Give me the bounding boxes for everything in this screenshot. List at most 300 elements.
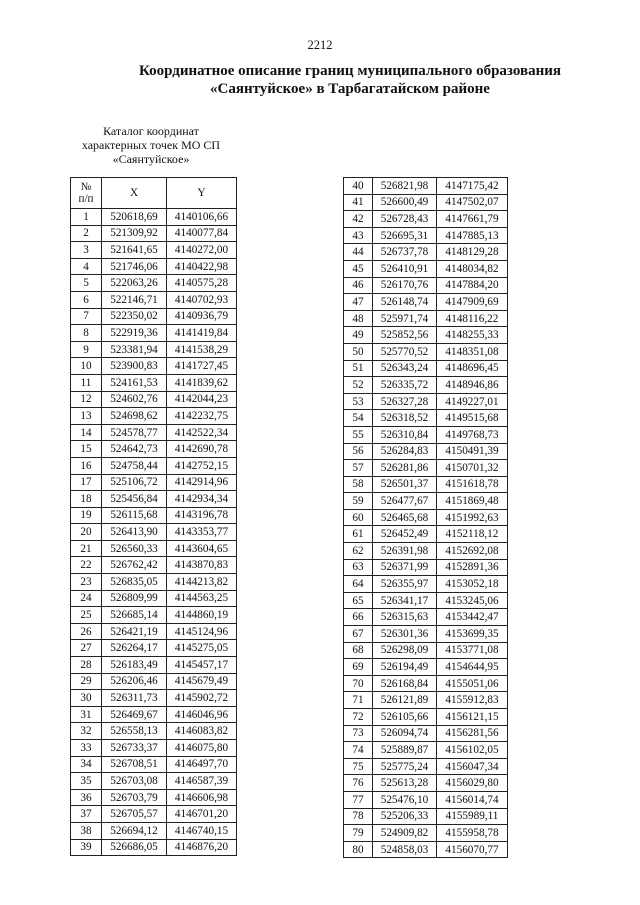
cell-x: 526343,24 (373, 360, 437, 377)
cell-number: 17 (71, 474, 102, 491)
cell-x: 526477,67 (373, 493, 437, 510)
cell-number: 10 (71, 358, 102, 375)
cell-number: 24 (71, 590, 102, 607)
table-row (344, 825, 508, 842)
cell-x: 526355,97 (373, 576, 437, 593)
cell-x: 526121,89 (373, 692, 437, 709)
table-row (344, 626, 508, 643)
table-row (71, 806, 237, 823)
cell-number: 67 (344, 626, 373, 643)
cell-x: 526694,12 (102, 822, 167, 839)
cell-number: 47 (344, 294, 373, 311)
cell-x: 525613,28 (373, 775, 437, 792)
cell-y: 4153442,47 (437, 609, 508, 626)
cell-number: 52 (344, 377, 373, 394)
cell-y: 4156281,56 (437, 725, 508, 742)
cell-number: 80 (344, 841, 373, 858)
cell-x: 526469,67 (102, 706, 167, 723)
cell-x: 526301,36 (373, 626, 437, 643)
cell-x: 522350,02 (102, 308, 167, 325)
cell-x: 524578,77 (102, 424, 167, 441)
cell-y: 4146876,20 (167, 839, 237, 856)
cell-number: 8 (71, 325, 102, 342)
table-row (71, 391, 237, 408)
cell-y: 4142232,75 (167, 408, 237, 425)
cell-x: 526371,99 (373, 559, 437, 576)
cell-number: 70 (344, 675, 373, 692)
cell-x: 526733,37 (102, 740, 167, 757)
cell-x: 526835,05 (102, 574, 167, 591)
cell-number: 41 (344, 194, 373, 211)
table-row (344, 426, 508, 443)
cell-x: 526148,74 (373, 294, 437, 311)
cell-y: 4153699,35 (437, 626, 508, 643)
cell-x: 526703,08 (102, 773, 167, 790)
cell-number: 14 (71, 424, 102, 441)
cell-y: 4143196,78 (167, 507, 237, 524)
cell-number: 33 (71, 740, 102, 757)
cell-y: 4149227,01 (437, 393, 508, 410)
cell-x: 526115,68 (102, 507, 167, 524)
cell-number: 30 (71, 690, 102, 707)
cell-y: 4153771,08 (437, 642, 508, 659)
cell-y: 4155958,78 (437, 825, 508, 842)
cell-y: 4155051,06 (437, 675, 508, 692)
cell-x: 526170,76 (373, 277, 437, 294)
table-row (344, 194, 508, 211)
cell-x: 526501,37 (373, 476, 437, 493)
cell-y: 4143870,83 (167, 557, 237, 574)
table-row (71, 740, 237, 757)
table-row (71, 441, 237, 458)
cell-number: 16 (71, 457, 102, 474)
cell-y: 4151618,78 (437, 476, 508, 493)
cell-y: 4142914,96 (167, 474, 237, 491)
cell-x: 526703,79 (102, 789, 167, 806)
cell-x: 524698,62 (102, 408, 167, 425)
cell-x: 521746,06 (102, 258, 167, 275)
cell-x: 526310,84 (373, 426, 437, 443)
cell-number: 51 (344, 360, 373, 377)
table-row (71, 607, 237, 624)
cell-y: 4156029,80 (437, 775, 508, 792)
table-row (344, 443, 508, 460)
cell-x: 522146,71 (102, 291, 167, 308)
cell-x: 526094,74 (373, 725, 437, 742)
caption-line-2: характерных точек МО СП (81, 138, 221, 152)
cell-x: 526737,78 (373, 244, 437, 261)
table-row (71, 839, 237, 856)
cell-y: 4148116,22 (437, 310, 508, 327)
cell-y: 4140106,66 (167, 209, 237, 226)
cell-x: 526264,17 (102, 640, 167, 657)
page-number: 2212 (307, 38, 333, 52)
cell-number: 32 (71, 723, 102, 740)
cell-y: 4142934,34 (167, 491, 237, 508)
table-row (344, 460, 508, 477)
cell-number: 75 (344, 758, 373, 775)
cell-number: 79 (344, 825, 373, 842)
cell-number: 40 (344, 178, 373, 195)
table-row (71, 673, 237, 690)
table-row (344, 642, 508, 659)
table-row (71, 540, 237, 557)
table-row (344, 576, 508, 593)
cell-y: 4146046,96 (167, 706, 237, 723)
header-y: Y (167, 178, 237, 209)
table-row (71, 308, 237, 325)
cell-x: 524909,82 (373, 825, 437, 842)
table-row (71, 640, 237, 657)
cell-y: 4140422,98 (167, 258, 237, 275)
table-row (71, 374, 237, 391)
table-row (344, 493, 508, 510)
cell-y: 4148255,33 (437, 327, 508, 344)
cell-number: 12 (71, 391, 102, 408)
cell-number: 77 (344, 791, 373, 808)
table-row (71, 756, 237, 773)
title-line-1: Координатное описание границ муниципального образования (139, 63, 561, 79)
cell-y: 4148351,08 (437, 343, 508, 360)
cell-y: 4141839,62 (167, 374, 237, 391)
cell-number: 50 (344, 343, 373, 360)
table-row (71, 723, 237, 740)
cell-y: 4146701,20 (167, 806, 237, 823)
cell-number: 35 (71, 773, 102, 790)
cell-x: 526560,33 (102, 540, 167, 557)
cell-y: 4146587,39 (167, 773, 237, 790)
cell-y: 4144563,25 (167, 590, 237, 607)
cell-number: 43 (344, 227, 373, 244)
cell-number: 61 (344, 526, 373, 543)
table-row (344, 559, 508, 576)
cell-y: 4146606,98 (167, 789, 237, 806)
header-number (71, 178, 102, 209)
cell-number: 29 (71, 673, 102, 690)
table-row (344, 509, 508, 526)
cell-y: 4148946,86 (437, 377, 508, 394)
cell-x: 524161,53 (102, 374, 167, 391)
cell-y: 4141538,29 (167, 341, 237, 358)
cell-number: 65 (344, 592, 373, 609)
table-row (344, 725, 508, 742)
cell-x: 523900,83 (102, 358, 167, 375)
cell-number: 25 (71, 607, 102, 624)
cell-x: 526318,52 (373, 410, 437, 427)
table-row (344, 393, 508, 410)
cell-number: 46 (344, 277, 373, 294)
cell-x: 526728,43 (373, 211, 437, 228)
table-row (344, 775, 508, 792)
cell-number: 37 (71, 806, 102, 823)
cell-number: 55 (344, 426, 373, 443)
cell-x: 524758,44 (102, 457, 167, 474)
cell-number: 60 (344, 509, 373, 526)
cell-y: 4148034,82 (437, 260, 508, 277)
table-row (71, 690, 237, 707)
cell-y: 4150701,32 (437, 460, 508, 477)
cell-y: 4148129,28 (437, 244, 508, 261)
cell-y: 4152692,08 (437, 543, 508, 560)
cell-x: 521641,65 (102, 242, 167, 259)
cell-x: 526809,99 (102, 590, 167, 607)
cell-y: 4146740,15 (167, 822, 237, 839)
cell-x: 526465,68 (373, 509, 437, 526)
cell-number: 56 (344, 443, 373, 460)
cell-y: 4148696,45 (437, 360, 508, 377)
cell-y: 4153052,18 (437, 576, 508, 593)
cell-number: 3 (71, 242, 102, 259)
table-row (71, 491, 237, 508)
cell-number: 42 (344, 211, 373, 228)
cell-number: 20 (71, 524, 102, 541)
table-row (71, 524, 237, 541)
table-row (344, 692, 508, 709)
cell-x: 523381,94 (102, 341, 167, 358)
table-row (344, 592, 508, 609)
cell-x: 526558,13 (102, 723, 167, 740)
table-row (71, 325, 237, 342)
table-row (71, 574, 237, 591)
cell-x: 525889,87 (373, 742, 437, 759)
table-row (344, 277, 508, 294)
cell-number: 63 (344, 559, 373, 576)
table-row (344, 675, 508, 692)
cell-y: 4156047,34 (437, 758, 508, 775)
cell-number: 38 (71, 822, 102, 839)
cell-x: 526708,51 (102, 756, 167, 773)
cell-x: 526452,49 (373, 526, 437, 543)
cell-y: 4140272,00 (167, 242, 237, 259)
cell-y: 4156121,15 (437, 709, 508, 726)
cell-number: 68 (344, 642, 373, 659)
table-row (71, 242, 237, 259)
table-row (344, 260, 508, 277)
cell-y: 4155989,11 (437, 808, 508, 825)
cell-x: 526335,72 (373, 377, 437, 394)
table-row (71, 225, 237, 242)
cell-y: 4144860,19 (167, 607, 237, 624)
table-row (344, 709, 508, 726)
cell-number: 53 (344, 393, 373, 410)
cell-y: 4149515,68 (437, 410, 508, 427)
table-row (71, 457, 237, 474)
cell-number: 1 (71, 209, 102, 226)
cell-x: 526194,49 (373, 659, 437, 676)
cell-x: 520618,69 (102, 209, 167, 226)
table-row (344, 543, 508, 560)
cell-y: 4145275,05 (167, 640, 237, 657)
cell-y: 4147909,69 (437, 294, 508, 311)
cell-y: 4150491,39 (437, 443, 508, 460)
cell-x: 526686,05 (102, 839, 167, 856)
table-row (344, 178, 508, 195)
table-row (71, 408, 237, 425)
cell-x: 526685,14 (102, 607, 167, 624)
cell-x: 524642,73 (102, 441, 167, 458)
cell-y: 4146075,80 (167, 740, 237, 757)
cell-number: 13 (71, 408, 102, 425)
cell-x: 526327,28 (373, 393, 437, 410)
cell-number: 2 (71, 225, 102, 242)
coordinates-table-right (343, 177, 508, 858)
table-row (71, 341, 237, 358)
cell-x: 525770,52 (373, 343, 437, 360)
cell-y: 4142044,23 (167, 391, 237, 408)
cell-x: 525852,56 (373, 327, 437, 344)
table-row (71, 275, 237, 292)
cell-x: 526284,83 (373, 443, 437, 460)
table-row (344, 609, 508, 626)
cell-y: 4147175,42 (437, 178, 508, 195)
cell-x: 526298,09 (373, 642, 437, 659)
cell-x: 526311,73 (102, 690, 167, 707)
cell-y: 4151869,48 (437, 493, 508, 510)
cell-y: 4143353,77 (167, 524, 237, 541)
cell-y: 4141727,45 (167, 358, 237, 375)
cell-number: 28 (71, 657, 102, 674)
cell-y: 4147502,07 (437, 194, 508, 211)
table-row (344, 244, 508, 261)
cell-number: 62 (344, 543, 373, 560)
cell-x: 525456,84 (102, 491, 167, 508)
cell-y: 4149768,73 (437, 426, 508, 443)
cell-x: 526695,31 (373, 227, 437, 244)
caption-line-1: Каталог координат (103, 124, 199, 138)
table-row (344, 791, 508, 808)
cell-number: 44 (344, 244, 373, 261)
table-row (344, 742, 508, 759)
cell-x: 526281,86 (373, 460, 437, 477)
cell-y: 4156014,74 (437, 791, 508, 808)
cell-number: 57 (344, 460, 373, 477)
cell-number: 5 (71, 275, 102, 292)
table-row (71, 623, 237, 640)
cell-y: 4143604,65 (167, 540, 237, 557)
cell-x: 526705,57 (102, 806, 167, 823)
caption-line-3: «Саянтуйское» (112, 152, 190, 166)
cell-y: 4156102,05 (437, 742, 508, 759)
cell-x: 524858,03 (373, 841, 437, 858)
table-row (344, 758, 508, 775)
cell-y: 4145902,72 (167, 690, 237, 707)
cell-y: 4146083,82 (167, 723, 237, 740)
cell-y: 4142752,15 (167, 457, 237, 474)
cell-number: 4 (71, 258, 102, 275)
cell-y: 4147884,20 (437, 277, 508, 294)
table-row (71, 474, 237, 491)
cell-y: 4140575,28 (167, 275, 237, 292)
cell-y: 4147885,13 (437, 227, 508, 244)
table-row (71, 590, 237, 607)
cell-x: 526413,90 (102, 524, 167, 541)
title-line-2: «Саянтуйское» в Тарбагатайском районе (210, 81, 490, 97)
cell-y: 4145679,49 (167, 673, 237, 690)
cell-number: 64 (344, 576, 373, 593)
cell-number: 48 (344, 310, 373, 327)
table-row (71, 822, 237, 839)
table-row (71, 507, 237, 524)
cell-y: 4140077,84 (167, 225, 237, 242)
table-row (344, 327, 508, 344)
table-row (344, 659, 508, 676)
cell-y: 4154644,95 (437, 659, 508, 676)
document-title (100, 62, 600, 98)
cell-number: 19 (71, 507, 102, 524)
cell-number: 76 (344, 775, 373, 792)
table-header-row (71, 178, 237, 209)
cell-number: 54 (344, 410, 373, 427)
cell-y: 4146497,70 (167, 756, 237, 773)
table-row (344, 360, 508, 377)
table-row (71, 258, 237, 275)
cell-x: 526105,66 (373, 709, 437, 726)
table-row (71, 291, 237, 308)
cell-number: 58 (344, 476, 373, 493)
cell-y: 4152891,36 (437, 559, 508, 576)
cell-x: 526762,42 (102, 557, 167, 574)
cell-y: 4141419,84 (167, 325, 237, 342)
cell-number: 66 (344, 609, 373, 626)
cell-number: 18 (71, 491, 102, 508)
table-row (344, 310, 508, 327)
table-row (71, 706, 237, 723)
cell-y: 4140936,79 (167, 308, 237, 325)
cell-x: 526821,98 (373, 178, 437, 195)
cell-y: 4142690,78 (167, 441, 237, 458)
cell-y: 4155912,83 (437, 692, 508, 709)
cell-x: 525476,10 (373, 791, 437, 808)
cell-x: 526410,91 (373, 260, 437, 277)
cell-y: 4142522,34 (167, 424, 237, 441)
cell-number: 72 (344, 709, 373, 726)
cell-x: 526341,17 (373, 592, 437, 609)
cell-x: 526206,46 (102, 673, 167, 690)
cell-number: 9 (71, 341, 102, 358)
cell-y: 4151992,63 (437, 509, 508, 526)
table-row (71, 557, 237, 574)
cell-number: 23 (71, 574, 102, 591)
table-row (344, 227, 508, 244)
cell-x: 526315,63 (373, 609, 437, 626)
cell-x: 521309,92 (102, 225, 167, 242)
table-row (344, 808, 508, 825)
table-row (344, 526, 508, 543)
header-number-line-2: п/п (78, 193, 94, 205)
cell-number: 39 (71, 839, 102, 856)
cell-number: 11 (71, 374, 102, 391)
cell-y: 4156070,77 (437, 841, 508, 858)
cell-number: 15 (71, 441, 102, 458)
cell-y: 4145124,96 (167, 623, 237, 640)
table-row (344, 841, 508, 858)
table-row (71, 358, 237, 375)
catalog-caption (66, 124, 236, 166)
cell-x: 525971,74 (373, 310, 437, 327)
cell-number: 27 (71, 640, 102, 657)
cell-number: 31 (71, 706, 102, 723)
cell-y: 4145457,17 (167, 657, 237, 674)
cell-x: 526168,84 (373, 675, 437, 692)
table-row (71, 657, 237, 674)
cell-x: 525106,72 (102, 474, 167, 491)
cell-number: 73 (344, 725, 373, 742)
cell-number: 26 (71, 623, 102, 640)
table-row (344, 476, 508, 493)
cell-number: 6 (71, 291, 102, 308)
table-row (344, 343, 508, 360)
cell-number: 59 (344, 493, 373, 510)
